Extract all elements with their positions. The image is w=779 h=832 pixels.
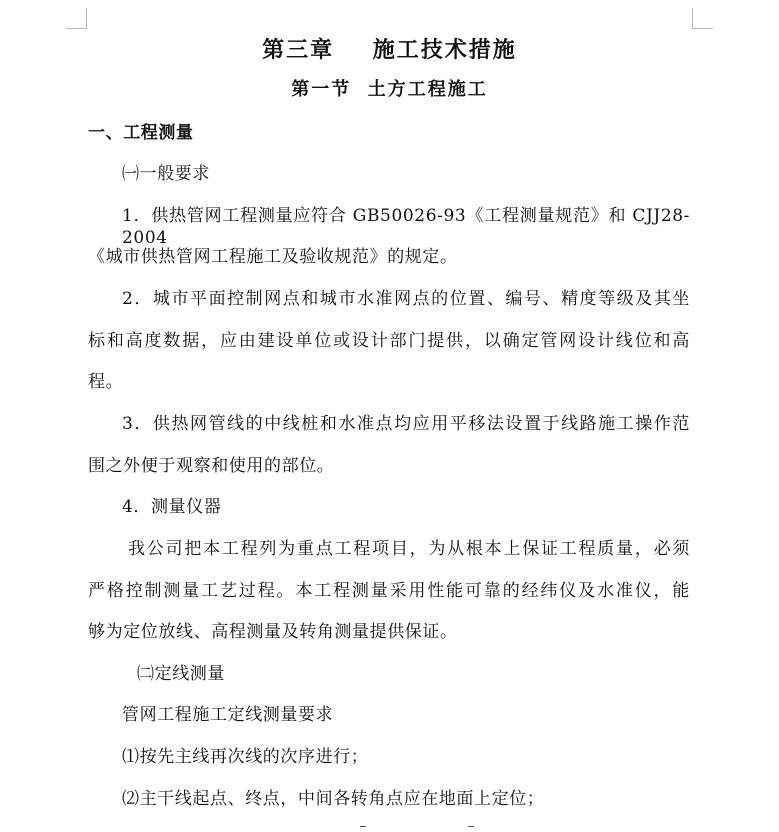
- item-4-survey-instruments: 4．测量仪器: [122, 497, 222, 517]
- subheading-general-requirements: ㈠一般要求: [122, 164, 210, 184]
- cut-off-glyph-fragment: [360, 826, 366, 832]
- heading-engineering-survey: 一、工程测量: [88, 123, 194, 143]
- paragraph-line-1: 我公司把本工程列为重点工程项目，为从根本上保证工程质量，必须: [128, 539, 690, 559]
- subheading-alignment-survey: ㈡定线测量: [137, 664, 225, 684]
- margin-corner-mark-top-left: [66, 8, 87, 29]
- item-1-line-1: 1．供热管网工程测量应符合 GB50026-93《工程测量规范》和 CJJ28-2004: [122, 206, 690, 248]
- margin-corner-mark-top-right: [692, 8, 713, 29]
- requirement-2: ⑵主干线起点、终点，中间各转角点应在地面上定位；: [122, 789, 545, 809]
- requirement-1: ⑴按先主线再次线的次序进行；: [122, 747, 369, 767]
- paragraph-line-3: 够为定位放线、高程测量及转角测量提供保证。: [88, 622, 458, 642]
- item-2-line-3: 程。: [88, 372, 124, 392]
- cut-off-glyph-fragment: [468, 826, 474, 832]
- section-title: 第一节 土方工程施工: [291, 79, 488, 100]
- item-1-line-2: 《城市供热管网工程施工及验收规范》的规定。: [88, 247, 458, 267]
- chapter-title: 第三章 施工技术措施: [262, 37, 517, 63]
- item-3-line-2: 围之外便于观察和使用的部位。: [88, 456, 335, 476]
- requirements-title: 管网工程施工定线测量要求: [122, 705, 334, 725]
- item-3-line-1: 3．供热网管线的中线桩和水准点均应用平移法设置于线路施工操作范: [122, 414, 690, 434]
- item-2-line-1: 2．城市平面控制网点和城市水准网点的位置、编号、精度等级及其坐: [122, 289, 690, 309]
- paragraph-line-2: 严格控制测量工艺过程。本工程测量采用性能可靠的经纬仪及水准仪，能: [88, 581, 690, 601]
- item-2-line-2: 标和高度数据，应由建设单位或设计部门提供，以确定管网设计线位和高: [88, 331, 690, 351]
